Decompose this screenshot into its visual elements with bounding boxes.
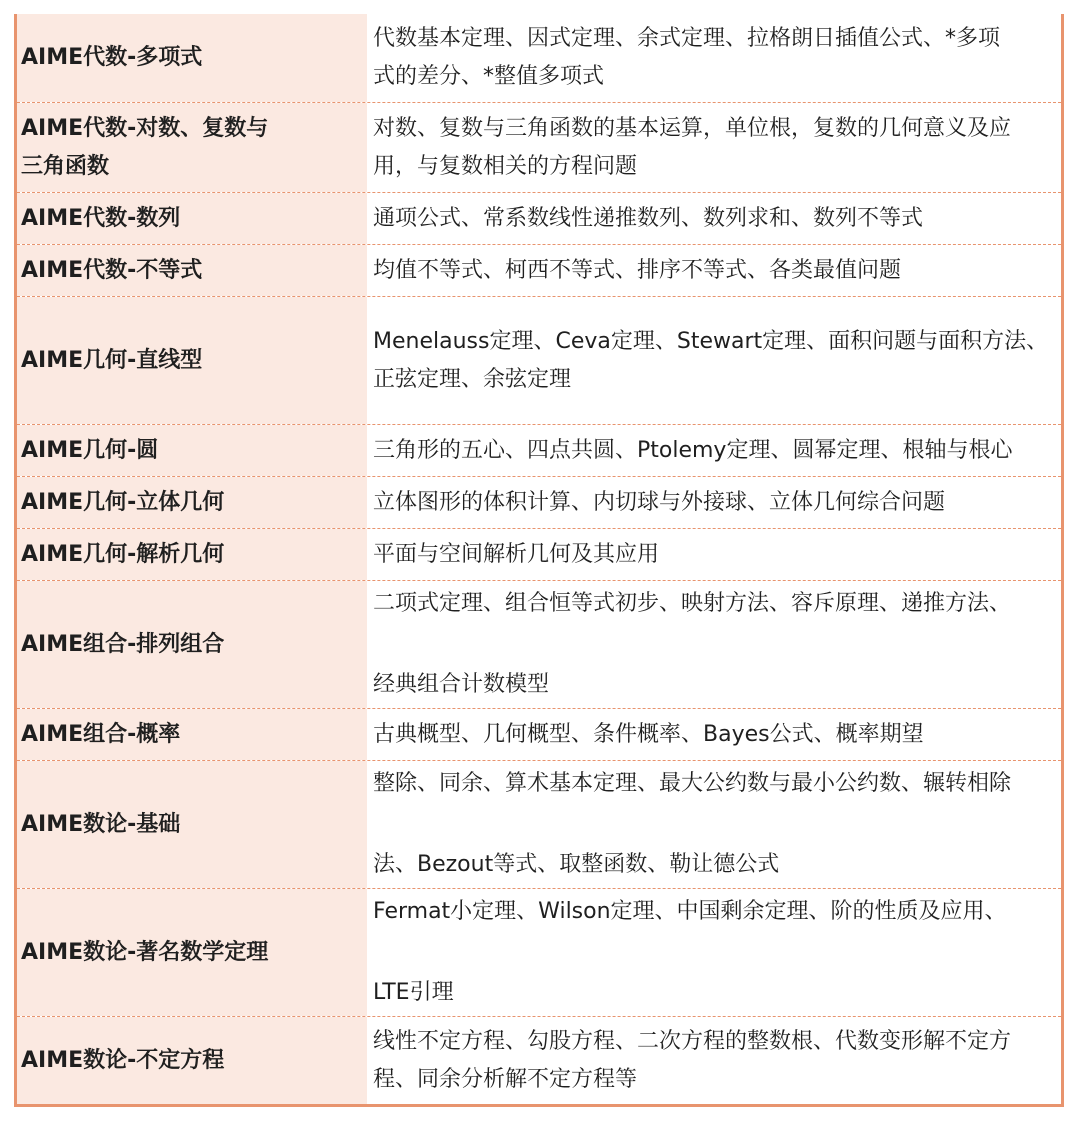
topic-label: AIME代数-数列 <box>21 205 181 231</box>
content-cell <box>367 103 1061 192</box>
content-cell <box>367 14 1061 102</box>
topic-cell <box>17 425 367 476</box>
table-row <box>17 14 1061 102</box>
content-cell <box>367 529 1061 580</box>
content-cell <box>367 245 1061 296</box>
topic-label: AIME数论-不定方程 <box>21 1047 225 1073</box>
content-line: 法、Bezout等式、取整函数、勒让德公式 <box>373 852 780 877</box>
topic-cell <box>17 761 367 888</box>
content-line: 均值不等式、柯西不等式、排序不等式、各类最值问题 <box>373 257 902 283</box>
topic-cell <box>17 193 367 244</box>
table-row <box>17 244 1061 296</box>
content-cell <box>367 477 1061 528</box>
topic-cell <box>17 709 367 760</box>
topic-label: AIME组合-排列组合 <box>21 631 225 657</box>
content-line: 三角形的五心、四点共圆、Ptolemy定理、圆幂定理、根轴与根心 <box>373 437 1013 463</box>
content-cell <box>367 1017 1061 1104</box>
table-row <box>17 192 1061 244</box>
topic-cell <box>17 477 367 528</box>
topic-cell <box>17 103 367 192</box>
content-line: Fermat小定理、Wilson定理、中国剩余定理、阶的性质及应用、 <box>373 899 1007 924</box>
topic-cell <box>17 1017 367 1104</box>
content-line: Menelauss定理、Ceva定理、Stewart定理、面积问题与面积方法、 <box>373 328 1049 354</box>
topic-cell <box>17 581 367 708</box>
table-row <box>17 708 1061 760</box>
content-line: LTE引理 <box>373 980 454 1005</box>
content-line: 线性不定方程、勾股方程、二次方程的整数根、代数变形解不定方 <box>373 1028 1012 1054</box>
table-row <box>17 296 1061 424</box>
content-cell <box>367 761 1061 888</box>
content-line: 平面与空间解析几何及其应用 <box>373 541 660 567</box>
content-cell <box>367 193 1061 244</box>
content-line: 代数基本定理、因式定理、余式定理、拉格朗日插值公式、*多项 <box>373 26 1001 51</box>
topic-label: AIME组合-概率 <box>21 721 181 747</box>
topic-label: AIME几何-立体几何 <box>21 489 225 515</box>
content-cell <box>367 709 1061 760</box>
topic-label: AIME数论-基础 <box>21 811 181 837</box>
topic-label: AIME数论-著名数学定理 <box>21 939 269 965</box>
topic-label: AIME几何-解析几何 <box>21 541 225 567</box>
content-line: 对数、复数与三角函数的基本运算，单位根，复数的几何意义及应 <box>373 115 1012 141</box>
content-cell <box>367 297 1061 424</box>
content-cell <box>367 889 1061 1016</box>
table-row <box>17 528 1061 580</box>
content-cell <box>367 581 1061 708</box>
table-row <box>17 760 1061 888</box>
topic-label: 三角函数 <box>21 153 110 179</box>
content-line: 通项公式、常系数线性递推数列、数列求和、数列不等式 <box>373 205 924 231</box>
content-line: 整除、同余、算术基本定理、最大公约数与最小公约数、辗转相除 <box>373 771 1012 796</box>
content-line: 正弦定理、余弦定理 <box>373 366 572 392</box>
topic-cell <box>17 14 367 102</box>
table-row <box>17 1016 1061 1104</box>
topic-label: AIME代数-多项式 <box>21 45 203 70</box>
content-line: 程、同余分析解不定方程等 <box>373 1066 638 1092</box>
content-line: 二项式定理、组合恒等式初步、映射方法、容斥原理、递推方法、 <box>373 591 1012 616</box>
topic-cell <box>17 297 367 424</box>
topic-label: AIME代数-对数、复数与 <box>21 115 269 141</box>
content-cell <box>367 425 1061 476</box>
content-line: 立体图形的体积计算、内切球与外接球、立体几何综合问题 <box>373 489 946 515</box>
topic-label: AIME几何-直线型 <box>21 347 203 373</box>
table-row <box>17 580 1061 708</box>
topic-cell <box>17 245 367 296</box>
table-row <box>17 102 1061 192</box>
topic-cell <box>17 529 367 580</box>
topics-table <box>14 14 1064 1107</box>
topic-label: AIME几何-圆 <box>21 437 159 463</box>
content-line: 经典组合计数模型 <box>373 672 550 697</box>
table-row <box>17 424 1061 476</box>
content-line: 用，与复数相关的方程问题 <box>373 153 638 179</box>
content-line: 古典概型、几何概型、条件概率、Bayes公式、概率期望 <box>373 721 924 747</box>
table-row <box>17 888 1061 1016</box>
topic-label: AIME代数-不等式 <box>21 257 203 283</box>
content-line: 式的差分、*整值多项式 <box>373 64 605 89</box>
topic-cell <box>17 889 367 1016</box>
table-row <box>17 476 1061 528</box>
